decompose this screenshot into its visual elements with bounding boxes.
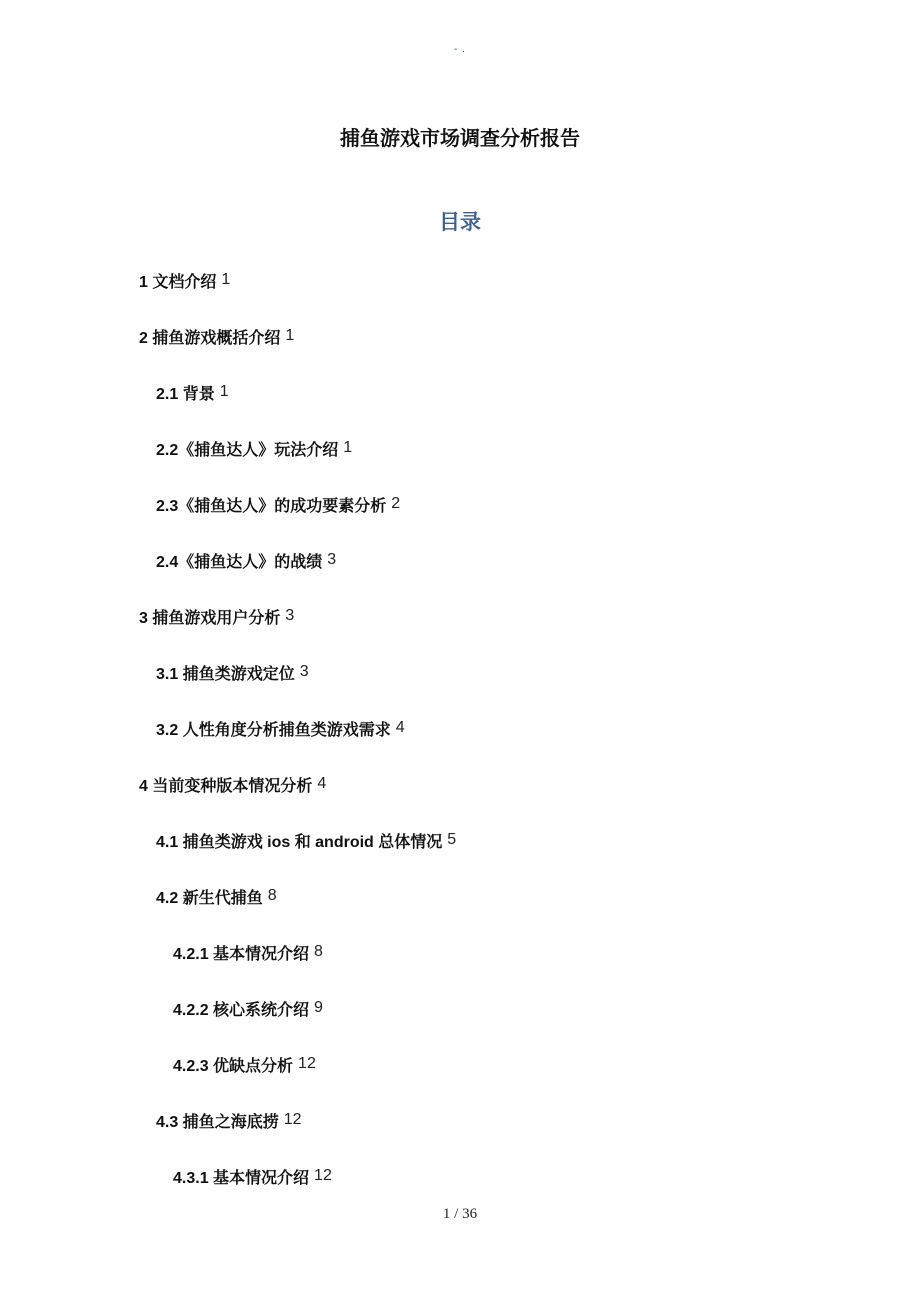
toc-entry-page-number: 2 — [391, 495, 401, 512]
toc-entry-title: 2.1 背景 — [156, 385, 215, 403]
table-of-contents — [0, 252, 920, 1204]
toc-entry-title: 4.3.1 基本情况介绍 — [173, 1169, 310, 1187]
toc-entry[interactable] — [0, 420, 920, 476]
toc-entry-page-number: 3 — [299, 663, 309, 680]
toc-entry-title: 3.2 人性角度分析捕鱼类游戏需求 — [156, 721, 391, 739]
toc-entry-page-number: 1 — [219, 383, 229, 400]
toc-entry-page-number: 4 — [317, 775, 327, 792]
toc-entry-title: 2.4《捕鱼达人》的战绩 — [156, 553, 323, 571]
document-title: 捕鱼游戏市场调查分析报告 — [340, 128, 580, 150]
toc-entry[interactable] — [0, 532, 920, 588]
toc-entry-page-number: 5 — [447, 831, 457, 848]
toc-entry-page-number: 12 — [283, 1111, 302, 1128]
toc-entry-page-number: 12 — [298, 1055, 316, 1072]
toc-entry-page-number: 3 — [327, 551, 337, 568]
toc-entry-title: 2.3《捕鱼达人》的成功要素分析 — [156, 497, 387, 515]
page-header-mark: - . — [454, 44, 466, 55]
toc-heading: 目录 — [439, 211, 481, 234]
toc-entry-page-number: 9 — [314, 999, 323, 1016]
toc-entry[interactable] — [0, 308, 920, 364]
toc-entry-title: 2.2《捕鱼达人》玩法介绍 — [156, 441, 339, 459]
toc-entry-page-number: 12 — [314, 1167, 332, 1184]
toc-entry-title: 4.2.2 核心系统介绍 — [173, 1001, 310, 1019]
toc-entry[interactable] — [0, 1036, 920, 1092]
toc-entry[interactable] — [0, 924, 920, 980]
toc-entry-title: 1 文档介绍 — [139, 273, 217, 291]
toc-entry-title: 4.1 捕鱼类游戏 ios 和 android 总体情况 — [156, 833, 443, 851]
toc-entry-title: 3.1 捕鱼类游戏定位 — [156, 665, 295, 683]
toc-entry[interactable] — [0, 756, 920, 812]
toc-entry[interactable] — [0, 980, 920, 1036]
toc-entry-title: 4.2.3 优缺点分析 — [173, 1057, 294, 1075]
toc-entry-title: 4.2 新生代捕鱼 — [156, 889, 263, 907]
toc-entry-title: 4.3 捕鱼之海底捞 — [156, 1113, 279, 1131]
toc-entry[interactable] — [0, 868, 920, 924]
toc-entry[interactable] — [0, 364, 920, 420]
toc-entry[interactable] — [0, 812, 920, 868]
toc-entry-page-number: 1 — [285, 327, 295, 344]
toc-entry-title: 3 捕鱼游戏用户分析 — [139, 609, 281, 627]
toc-entry-page-number: 3 — [285, 607, 295, 624]
toc-entry[interactable] — [0, 1148, 920, 1204]
toc-entry-page-number: 1 — [221, 271, 231, 288]
toc-entry[interactable] — [0, 588, 920, 644]
toc-entry-title: 4.2.1 基本情况介绍 — [173, 945, 310, 963]
toc-entry[interactable] — [0, 644, 920, 700]
toc-entry-page-number: 8 — [267, 887, 277, 904]
toc-entry[interactable] — [0, 252, 920, 308]
toc-entry-page-number: 4 — [395, 719, 405, 736]
toc-entry-page-number: 1 — [343, 439, 353, 456]
toc-entry[interactable] — [0, 1092, 920, 1148]
toc-entry[interactable] — [0, 700, 920, 756]
page-number: 1 / 36 — [442, 1206, 478, 1222]
toc-entry-title: 4 当前变种版本情况分析 — [139, 777, 313, 795]
toc-entry-title: 2 捕鱼游戏概括介绍 — [139, 329, 281, 347]
toc-entry[interactable] — [0, 476, 920, 532]
toc-entry-page-number: 8 — [314, 943, 323, 960]
